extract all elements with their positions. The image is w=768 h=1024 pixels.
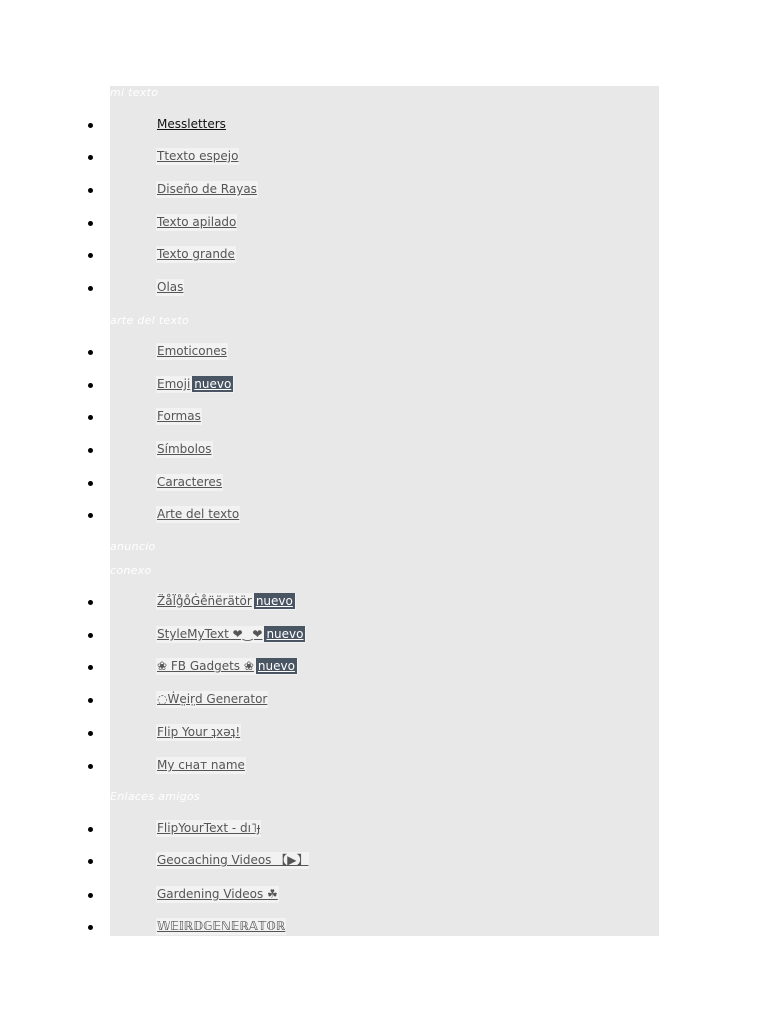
bullet-icon	[88, 383, 93, 388]
bullet-icon	[88, 665, 93, 670]
menu-link[interactable]	[156, 593, 296, 610]
bullet-icon	[88, 415, 93, 420]
bullet-icon	[88, 698, 93, 703]
menu-link[interactable]: Texto apilado	[157, 215, 237, 229]
menu-link[interactable]: ◌Ẇe̤ir̤d Generator	[157, 692, 268, 706]
menu-link[interactable]: Messletters	[157, 117, 226, 131]
menu-link[interactable]: FlipYourText - dı˥ɟ	[157, 821, 261, 835]
menu-link[interactable]: Símbolos	[157, 442, 212, 456]
menu-link[interactable]: Caracteres	[157, 475, 223, 489]
bullet-icon	[88, 481, 93, 486]
bullet-icon	[88, 253, 93, 258]
menu-link[interactable]	[156, 376, 234, 393]
menu-link[interactable]: My снат name	[157, 758, 245, 772]
bullet-icon	[88, 513, 93, 518]
new-badge: nuevo	[194, 377, 232, 391]
bullet-icon	[88, 859, 93, 864]
menu-link[interactable]: Geocaching Videos 【▶】	[157, 853, 309, 867]
bullet-icon	[88, 731, 93, 736]
menu-link[interactable]: Arte del texto	[157, 507, 240, 521]
menu-link-label: Emoji	[157, 377, 191, 391]
bullet-icon	[88, 600, 93, 605]
new-badge: nuevo	[255, 594, 293, 608]
bullet-icon	[88, 448, 93, 453]
bullet-icon	[88, 764, 93, 769]
new-badge: nuevo	[266, 627, 304, 641]
menu-link[interactable]: 𝕎𝔼𝕀ℝ𝔻𝔾𝔼ℕ𝔼ℝ𝔸𝕋𝕆ℝ	[157, 919, 286, 933]
menu-link[interactable]: Olas	[157, 280, 184, 294]
section-heading-arte: arte del texto	[110, 314, 189, 327]
menu-link-label: Z̈ål̈g̊o̊Ġe̊n̈ërätör	[157, 594, 252, 608]
bullet-icon	[88, 123, 93, 128]
menu-link[interactable]: Formas	[157, 409, 201, 423]
section-subheading-conexo: conexo	[110, 564, 152, 577]
new-badge: nuevo	[257, 659, 295, 673]
menu-link-label: ❀ FB Gadgets ❀	[157, 659, 254, 673]
section-gap	[86, 524, 110, 576]
menu-link[interactable]: Diseño de Rayas	[157, 182, 257, 196]
menu-link[interactable]: Ttexto espejo	[157, 149, 239, 163]
bullet-icon	[88, 633, 93, 638]
section-heading-anuncio: anuncio	[110, 540, 156, 553]
section-gap	[86, 296, 110, 314]
section-heading-mi-texto: mi texto	[110, 86, 159, 99]
bullet-icon	[88, 221, 93, 226]
menu-link[interactable]: Gardening Videos ☘	[157, 887, 278, 901]
bullet-icon	[88, 893, 93, 898]
menu-link[interactable]: Emoticones	[157, 344, 227, 358]
menu-link[interactable]: Texto grande	[157, 247, 235, 261]
bullet-icon	[88, 827, 93, 832]
menu-link[interactable]	[156, 626, 306, 643]
bullet-icon	[88, 925, 93, 930]
bullet-icon	[88, 155, 93, 160]
menu-link[interactable]: Flip Your ʇxǝʇ!	[157, 725, 241, 739]
bullet-icon	[88, 188, 93, 193]
bullet-icon	[88, 350, 93, 355]
section-gap	[86, 774, 110, 804]
section-heading-enlaces: Enlaces amigos	[110, 790, 200, 803]
menu-link[interactable]	[156, 658, 298, 675]
menu-link-label: StyleMyText ❤‿❤	[157, 627, 263, 641]
bullet-icon	[88, 286, 93, 291]
